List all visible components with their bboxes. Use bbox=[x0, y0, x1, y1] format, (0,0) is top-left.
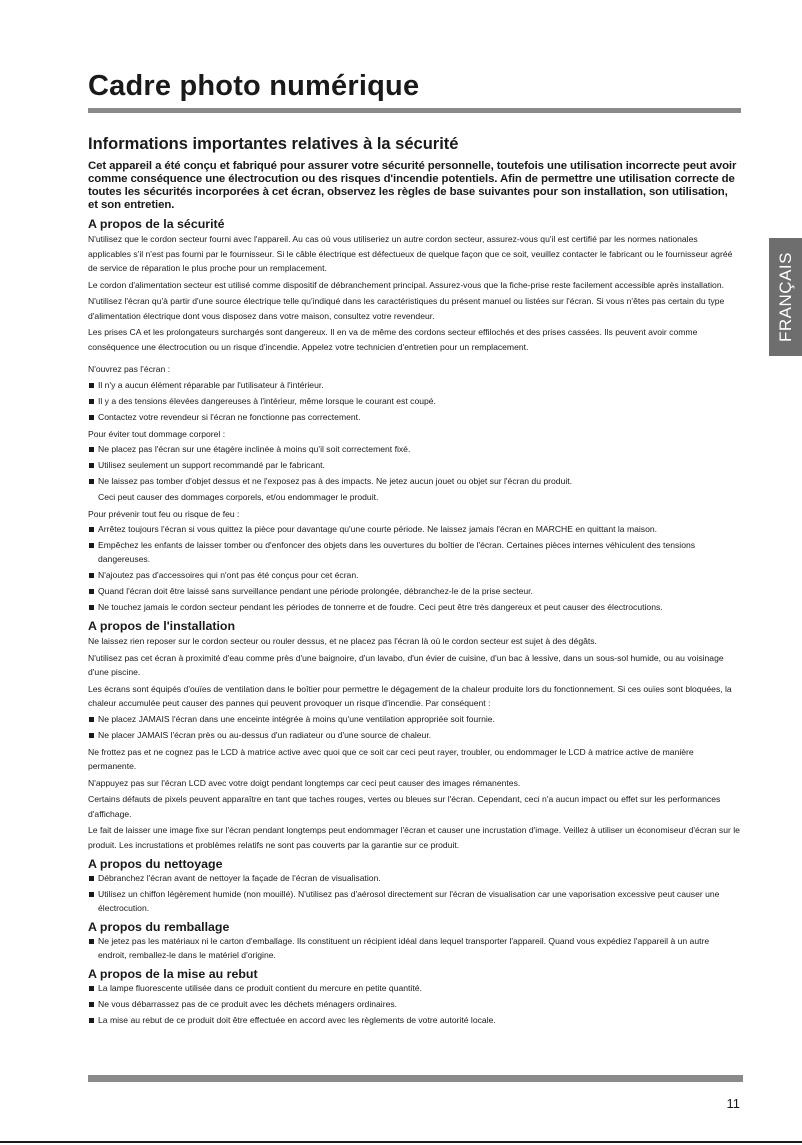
paragraph: Le cordon d'alimentation secteur est utilisé comme dispositif de débranchement principal. Assurez-vous que la fiche-prise reste facilement accessible après installation. bbox=[88, 279, 724, 290]
safety-heading: Informations importantes relatives à la sécurité bbox=[88, 135, 459, 153]
list-item: Arrêtez toujours l'écran si vous quittez la pièce pour davantage qu'une courte période. Ne laissez jamais l'écran en MARCHE en quittant la maison. bbox=[88, 523, 740, 537]
paragraph: N'utilisez pas cet écran à proximité d'eau comme près d'une baignoire, d'un lavabo, d'un évier de cuisine, d'un bac à lessive, dans un sous-sol humide, ou au voisinage d'une piscine. bbox=[88, 652, 724, 677]
fire-list bbox=[88, 523, 740, 614]
bullet-icon bbox=[89, 543, 94, 548]
list-item: Empêchez les enfants de laisser tomber ou d'enfoncer des objets dans les ouvertures du boîtier de l'écran. Certaines pièces internes véhiculent des tensions dangereuses. bbox=[88, 539, 740, 566]
paragraph: Ne laissez rien reposer sur le cordon secteur ou rouler dessus, et ne placez pas l'écran là où le cordon secteur est sujet à des dégâts. bbox=[88, 636, 597, 646]
list-item: N'ajoutez pas d'accessoires qui n'ont pas été conçus pour cet écran. bbox=[88, 569, 740, 583]
bullet-icon bbox=[89, 463, 94, 468]
bullet-icon bbox=[89, 479, 94, 484]
paragraph: Les écrans sont équipés d'ouïes de ventilation dans le boîtier pour permettre le dégagement de la chaleur produite lors du fonctionnement. Si ces ouïes sont bloquées, la chaleur accumulée peut causer des pannes qui peuvent provoquer un risque d'incendie. Par conséquent : bbox=[88, 683, 732, 708]
list-item: Il n'y a aucun élément réparable par l'utilisateur à l'intérieur. bbox=[88, 379, 740, 393]
list-label: N'ouvrez pas l'écran : bbox=[88, 364, 171, 374]
section-heading-nettoyage: A propos du nettoyage bbox=[88, 857, 223, 871]
list-item: Il y a des tensions élevées dangereuses à l'intérieur, même lorsque le courant est coupé. bbox=[88, 395, 740, 409]
bullet-icon bbox=[89, 733, 94, 738]
rebut-list bbox=[88, 982, 740, 1028]
installation-list bbox=[88, 713, 740, 743]
page-number: 11 bbox=[726, 1096, 740, 1111]
nettoyage-list bbox=[88, 872, 740, 915]
paragraph: N'appuyez pas sur l'écran LCD avec votre doigt pendant longtemps car ceci peut causer des images rémanentes. bbox=[88, 777, 521, 788]
title-divider bbox=[88, 108, 741, 113]
list-item: Ne placez pas l'écran sur une étagère inclinée à moins qu'il soit correctement fixé. bbox=[88, 443, 740, 457]
language-tab bbox=[769, 238, 802, 356]
damage-list bbox=[88, 443, 740, 489]
bullet-icon bbox=[89, 892, 94, 897]
section-heading-securite: A propos de la sécurité bbox=[88, 217, 225, 231]
list-label: Pour éviter tout dommage corporel : bbox=[88, 428, 226, 439]
list-item: Ne touchez jamais le cordon secteur pendant les périodes de tonnerre et de foudre. Ceci peut être très dangereux et peut causer des électrocutions. bbox=[88, 601, 740, 615]
bullet-icon bbox=[89, 717, 94, 722]
list-item: La lampe fluorescente utilisée dans ce produit contient du mercure en petite quantité. bbox=[88, 982, 740, 996]
list-item: Contactez votre revendeur si l'écran ne fonctionne pas correctement. bbox=[88, 411, 740, 425]
page-title: Cadre photo numérique bbox=[88, 70, 420, 102]
list-item: La mise au rebut de ce produit doit être effectuée en accord avec les règlements de votre autorité locale. bbox=[88, 1014, 740, 1028]
bullet-icon bbox=[89, 986, 94, 991]
list-item: Utilisez un chiffon légèrement humide (non mouillé). N'utilisez pas d'aérosol directement sur l'écran de visualisation car une vaporisation excessive peut causer une électrocution. bbox=[88, 888, 740, 915]
bullet-icon bbox=[89, 939, 94, 944]
open-list bbox=[88, 379, 740, 425]
list-item: Quand l'écran doit être laissé sans surveillance pendant une période prolongée, débranchez-le de la prise secteur. bbox=[88, 585, 740, 599]
list-item: Ne placez JAMAIS l'écran dans une enceinte intégrée à moins qu'une ventilation appropriée soit fournie. bbox=[88, 713, 740, 727]
bullet-icon bbox=[89, 383, 94, 388]
bullet-icon bbox=[89, 876, 94, 881]
bullet-icon bbox=[89, 589, 94, 594]
bullet-icon bbox=[89, 415, 94, 420]
bullet-icon bbox=[89, 1018, 94, 1023]
list-item: Ne laissez pas tomber d'objet dessus et ne l'exposez pas à des impacts. Ne jetez aucun jouet ou objet sur l'écran du produit. bbox=[88, 475, 740, 489]
section-heading-remballage: A propos du remballage bbox=[88, 920, 230, 934]
paragraph: N'utilisez que le cordon secteur fourni avec l'appareil. Au cas où vous utiliseriez un autre cordon secteur, assurez-vous qu'il est certifié par les normes nationales applicables s'il n'est pas fourni par le fournisseur. Si le câble électrique est défectueux de quelque façon que ce soit, veuillez contacter le fabricant ou le fournisseur agréé de service de réparation le plus proche pour un remplacement. bbox=[88, 234, 733, 273]
paragraph: Ne frottez pas et ne cognez pas le LCD à matrice active avec quoi que ce soit car ceci peut rayer, troubler, ou endommager le LCD à matrice active de manière permanente. bbox=[88, 746, 694, 771]
bullet-icon bbox=[89, 573, 94, 578]
safety-intro: Cet appareil a été conçu et fabriqué pour assurer votre sécurité personnelle, toutefois une utilisation incorrecte peut avoir comme conséquence une électrocution ou des risques d'incendie potentiels. Afin de permettre une utilisation correcte de toutes les sécurités incorporées à cet écran, observez les règles de base suivantes pour son installation, son utilisation, et son entretien. bbox=[88, 160, 737, 211]
paragraph: Le fait de laisser une image fixe sur l'écran pendant longtemps peut endommager l'écran et causer une incrustation d'image. Veillez à utiliser un économiseur d'écran sur le produit. Les incrustations et problèmes relatifs ne sont pas couverts par la garantie sur ce produit. bbox=[88, 825, 740, 850]
list-item: Ne placer JAMAIS l'écran près ou au-dessus d'un radiateur ou d'une source de chaleur. bbox=[88, 729, 740, 743]
bullet-icon bbox=[89, 1002, 94, 1007]
bullet-icon bbox=[89, 399, 94, 404]
damage-note: Ceci peut causer des dommages corporels, et/ou endommager le produit. bbox=[98, 492, 379, 502]
paragraph: Les prises CA et les prolongateurs surchargés sont dangereux. Il en va de même des cordons secteur effilochés et des prises cassées. Ils peuvent avoir comme conséquence une électrocution ou un risque d'incendie. Appelez votre technicien d'entretien pour un remplacement. bbox=[88, 327, 698, 352]
section-heading-rebut: A propos de la mise au rebut bbox=[88, 967, 258, 981]
paragraph: Certains défauts de pixels peuvent apparaître en tant que taches rouges, vertes ou bleues sur l'écran. Cependant, ceci n'a aucun impact ou effet sur les performances d'affichage. bbox=[88, 794, 721, 819]
list-item: Débranchez l'écran avant de nettoyer la façade de l'écran de visualisation. bbox=[88, 872, 740, 886]
manual-content bbox=[88, 135, 740, 1030]
section-heading-installation: A propos de l'installation bbox=[88, 619, 236, 633]
list-item: Ne vous débarrassez pas de ce produit avec les déchets ménagers ordinaires. bbox=[88, 998, 740, 1012]
footer-divider bbox=[88, 1075, 743, 1082]
list-item: Utilisez seulement un support recommandé par le fabricant. bbox=[88, 459, 740, 473]
bullet-icon bbox=[89, 605, 94, 610]
bullet-icon bbox=[89, 527, 94, 532]
paragraph: N'utilisez l'écran qu'à partir d'une source électrique telle qu'indiqué dans les caractéristiques du présent manuel ou listées sur l'écran. Si vous n'êtes pas certain du type d'alimentation électrique dont vous disposez dans votre maison, consultez votre revendeur. bbox=[88, 296, 725, 321]
remballage-list bbox=[88, 935, 740, 962]
list-item: Ne jetez pas les matériaux ni le carton d'emballage. Ils constituent un récipient idéal dans lequel transporter l'appareil. Quand vous expédiez l'appareil à un autre endroit, remballez-le dans le matériel d'origine. bbox=[88, 935, 740, 962]
bullet-icon bbox=[89, 447, 94, 452]
list-label: Pour prévenir tout feu ou risque de feu : bbox=[88, 508, 240, 519]
language-tab-label: FRANÇAIS bbox=[775, 252, 795, 342]
page-edge-line bbox=[0, 1141, 802, 1143]
